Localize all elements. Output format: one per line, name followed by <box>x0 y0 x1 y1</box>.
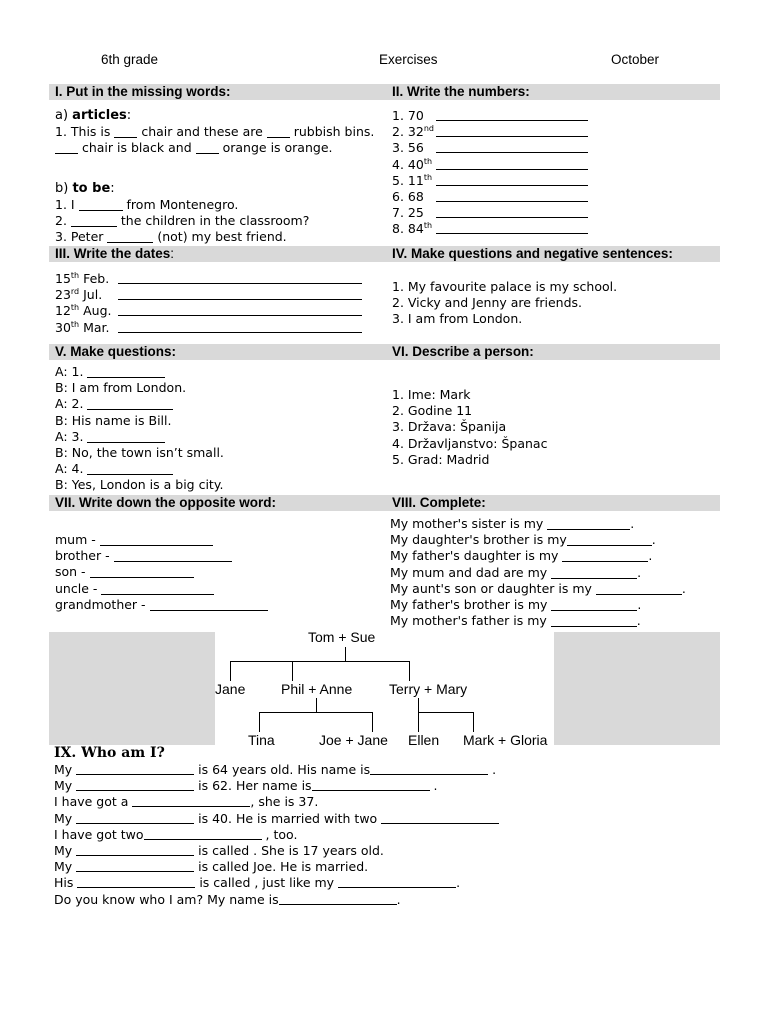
tree-grandchild-3: Ellen <box>408 732 440 748</box>
tree-line <box>316 698 317 712</box>
section-8-list: My mother's sister is my . My daughter's brother is my . My father's daughter is my . My mum and dad are my . My aunt's son or daughter is my . My father's brother is my . My mother's father is my . <box>390 516 686 629</box>
tree-line <box>292 661 293 681</box>
tree-child-3: Terry + Mary <box>389 681 468 697</box>
page-title: Exercises <box>379 52 438 67</box>
section-5-title: V. Make questions: <box>55 344 177 359</box>
section-2-list: 1. 70 2. 32nd 3. 56 4. 40th 5. 11th 6. 68 7. 25 8. 84th <box>392 108 434 238</box>
tree-child-1: Jane <box>215 681 246 697</box>
section-1-content: a) articles: 1. This is chair and these are rubbish bins. chair is black and orange is orange. b) to be: 1. I from Montenegro. 2. the children in the classroom? 3. Peter (not) my best friend. <box>55 108 375 245</box>
section-7-list: mum - brother - son - uncle - grandmother - <box>55 532 268 613</box>
section-9-text: My is 64 years old. His name is . My is 62. Her name is . I have got a , she is 37. My is 40. He is married with two I have got two , too. My is called . She is 17 years old. My is called Joe. He is married. His is called , just like my . Do you know who I am? My name is . <box>54 762 499 908</box>
tree-grandchild-1: Tina <box>248 732 275 748</box>
tree-grandchild-2: Joe + Jane <box>319 732 388 748</box>
section-3-title: III. Write the dates: <box>55 246 175 261</box>
tree-line <box>418 712 419 732</box>
section-5-dialog: A: 1. B: I am from London. A: 2. B: His name is Bill. A: 3. B: No, the town isn’t small. A: 4. B: Yes, London is a big city. <box>55 364 224 493</box>
tree-line <box>230 661 410 662</box>
left-gray-box <box>49 632 215 745</box>
section-4-title: IV. Make questions and negative sentences: <box>392 246 673 261</box>
tree-grandchild-4: Mark + Gloria <box>463 732 548 748</box>
right-gray-box <box>554 632 720 745</box>
section-7-title: VII. Write down the opposite word: <box>55 495 276 510</box>
section-8-title: VIII. Complete: <box>392 495 486 510</box>
tree-line <box>409 661 410 681</box>
section-1-title: I. Put in the missing words: <box>55 84 231 99</box>
section-4-list: 1. My favourite palace is my school. 2. Vicky and Jenny are friends. 3. I am from London. <box>392 279 618 327</box>
tree-root: Tom + Sue <box>308 629 376 645</box>
section-3-list: 15th Feb. 23rd Jul. 12th Aug. 30th Mar. <box>55 271 111 336</box>
tree-line <box>418 712 474 713</box>
tree-line <box>418 698 419 712</box>
tree-line <box>473 712 474 732</box>
section-6-title: VI. Describe a person: <box>392 344 534 359</box>
section-2-title: II. Write the numbers: <box>392 84 530 99</box>
section-6-list: 1. Ime: Mark 2. Godine 11 3. Država: Španija 4. Državljanstvo: Španac 5. Grad: Madrid <box>392 387 548 467</box>
tree-line <box>259 712 260 732</box>
tree-line <box>372 712 373 732</box>
tree-line <box>345 647 346 661</box>
section-9-title: IX. Who am I? <box>54 745 165 761</box>
tree-child-2: Phil + Anne <box>281 681 353 697</box>
grade-label: 6th grade <box>101 52 159 67</box>
month-label: October <box>611 52 660 67</box>
tree-line <box>230 661 231 681</box>
tree-line <box>259 712 373 713</box>
